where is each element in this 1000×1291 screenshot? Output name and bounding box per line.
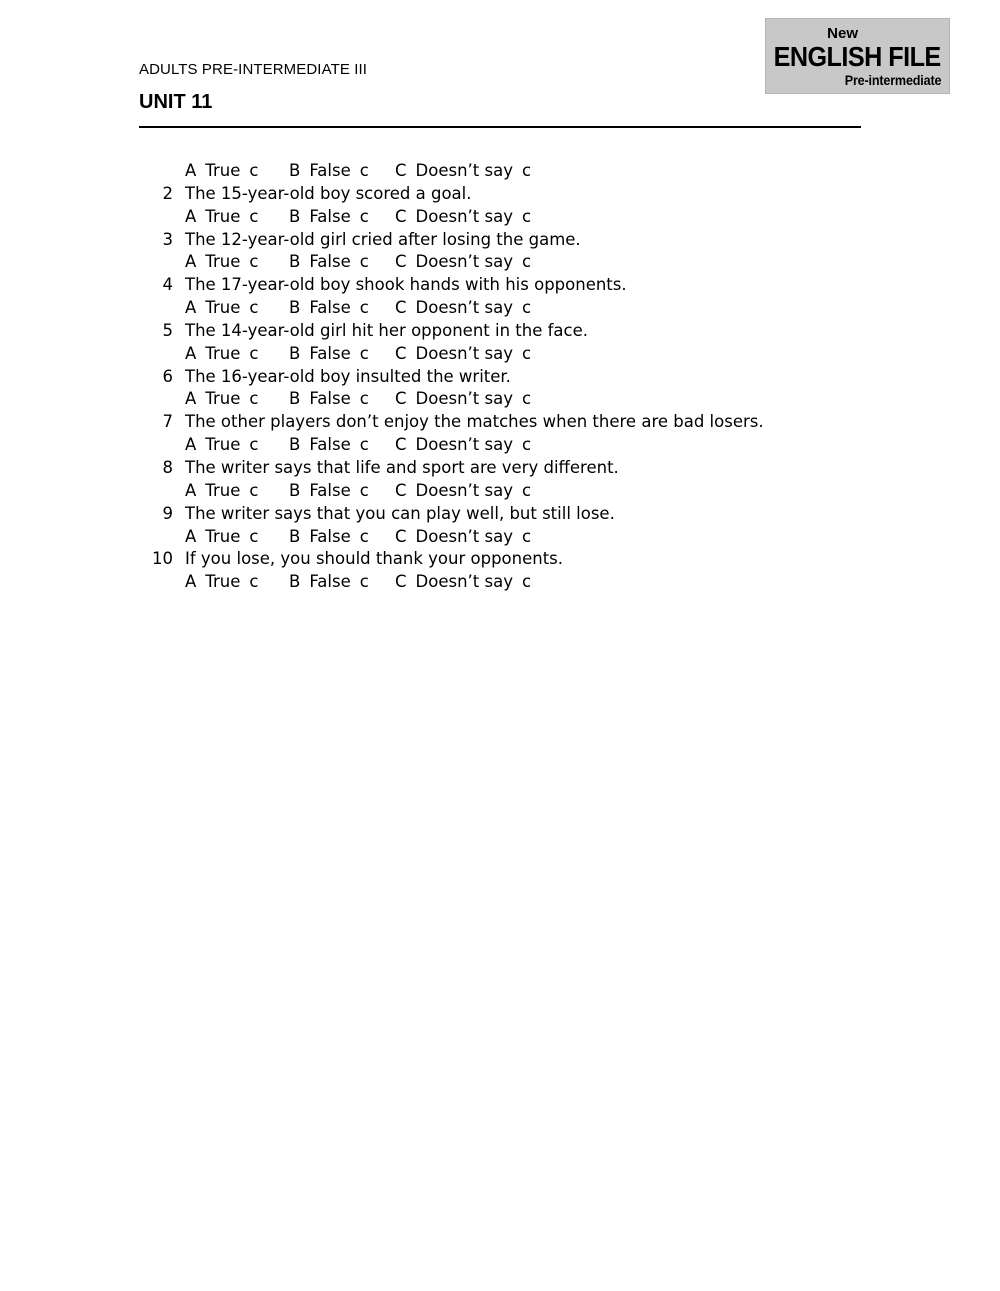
option-b[interactable] (289, 526, 369, 549)
option-letter: A (185, 572, 197, 592)
option-letter: B (289, 343, 301, 363)
option-a[interactable] (185, 388, 258, 411)
question-row (0, 411, 1000, 434)
option-checkbox[interactable]: c (521, 298, 532, 318)
question-text: The writer says that you can play well, but still lose. (185, 503, 615, 523)
option-label: True (205, 343, 241, 363)
option-letter: C (395, 435, 407, 455)
question-number: 5 (162, 320, 173, 340)
options-row (0, 160, 1000, 183)
option-checkbox[interactable]: c (249, 206, 259, 226)
question-text: The 16-year-old boy insulted the writer. (185, 366, 511, 386)
question-text: The writer says that life and sport are very different. (185, 457, 619, 477)
option-label: Doesn’t say (415, 252, 513, 272)
option-label: True (205, 298, 241, 318)
option-label: True (205, 480, 241, 500)
option-letter: A (185, 161, 197, 180)
option-checkbox[interactable]: c (521, 343, 532, 363)
option-a[interactable] (185, 251, 258, 274)
option-letter: B (289, 480, 301, 500)
option-checkbox[interactable]: c (249, 480, 259, 500)
option-checkbox[interactable]: c (249, 389, 259, 409)
option-label: False (309, 161, 351, 180)
option-label: True (205, 526, 241, 546)
question-text: The 14-year-old girl hit her opponent in the face. (185, 320, 588, 340)
course-label: ADULTS PRE-INTERMEDIATE III (139, 61, 368, 78)
option-letter: C (395, 161, 407, 180)
option-checkbox[interactable]: c (249, 252, 259, 272)
option-label: Doesn’t say (415, 526, 513, 546)
options-row (0, 526, 1000, 549)
option-checkbox[interactable]: c (359, 298, 369, 318)
question-row (0, 366, 1000, 389)
option-checkbox[interactable]: c (359, 526, 369, 546)
option-label: False (309, 298, 351, 318)
question-number: 4 (162, 275, 173, 295)
option-letter: C (395, 572, 407, 592)
option-letter: A (185, 480, 197, 500)
options-row (0, 343, 1000, 366)
option-a[interactable] (185, 160, 258, 183)
option-label: Doesn’t say (415, 161, 513, 180)
option-label: False (309, 389, 351, 409)
option-letter: B (289, 435, 301, 455)
option-label: Doesn’t say (415, 298, 513, 318)
option-letter: C (395, 480, 407, 500)
option-checkbox[interactable]: c (359, 343, 369, 363)
option-c[interactable] (395, 526, 531, 549)
option-checkbox[interactable]: c (359, 161, 369, 180)
option-checkbox[interactable]: c (359, 435, 369, 455)
option-letter: B (289, 389, 301, 409)
option-checkbox[interactable]: c (359, 252, 369, 272)
option-b[interactable] (289, 251, 369, 274)
option-letter: B (289, 526, 301, 546)
option-checkbox[interactable]: c (249, 161, 259, 180)
options-row (0, 434, 1000, 457)
option-letter: B (289, 252, 301, 272)
option-checkbox[interactable]: c (249, 526, 259, 546)
option-letter: C (395, 252, 407, 272)
question-row (0, 503, 1000, 526)
option-a[interactable] (185, 526, 258, 549)
option-letter: A (185, 389, 197, 409)
question-row (0, 548, 1000, 571)
options-row (0, 251, 1000, 274)
option-label: Doesn’t say (415, 206, 513, 226)
option-checkbox[interactable]: c (521, 526, 532, 546)
option-c[interactable] (395, 297, 531, 320)
option-checkbox[interactable]: c (249, 298, 259, 318)
option-checkbox[interactable]: c (521, 206, 532, 226)
question-number: 2 (162, 183, 173, 203)
option-a[interactable] (185, 480, 258, 503)
option-label: True (205, 435, 241, 455)
option-c[interactable] (395, 206, 531, 229)
option-checkbox[interactable]: c (521, 161, 532, 180)
option-label: False (309, 480, 351, 500)
options-row (0, 206, 1000, 229)
header-rule (139, 126, 861, 128)
option-checkbox[interactable]: c (521, 480, 532, 500)
option-label: True (205, 161, 241, 180)
option-a[interactable] (185, 434, 258, 457)
option-b[interactable] (289, 571, 369, 594)
option-c[interactable] (395, 388, 531, 411)
question-number: 8 (162, 457, 173, 477)
option-label: False (309, 206, 351, 226)
option-checkbox[interactable]: c (249, 343, 259, 363)
option-letter: C (395, 526, 407, 546)
question-number: 3 (162, 229, 173, 249)
option-letter: A (185, 206, 197, 226)
option-checkbox[interactable]: c (249, 435, 259, 455)
options-row (0, 571, 1000, 594)
option-label: True (205, 389, 241, 409)
option-checkbox[interactable]: c (359, 572, 369, 592)
option-letter: B (289, 206, 301, 226)
option-letter: A (185, 435, 197, 455)
option-letter: C (395, 343, 407, 363)
english-file-logo (765, 18, 950, 94)
question-list (0, 160, 1000, 594)
option-checkbox[interactable]: c (521, 572, 532, 592)
option-c[interactable] (395, 251, 531, 274)
option-c[interactable] (395, 343, 531, 366)
option-letter: A (185, 343, 197, 363)
option-b[interactable] (289, 343, 369, 366)
option-letter: B (289, 572, 301, 592)
option-c[interactable] (395, 571, 531, 594)
option-letter: A (185, 526, 197, 546)
option-a[interactable] (185, 206, 258, 229)
option-label: False (309, 252, 351, 272)
unit-title: UNIT 11 (139, 91, 213, 113)
option-label: False (309, 343, 351, 363)
option-b[interactable] (289, 160, 369, 183)
question-text: The 17-year-old boy shook hands with his opponents. (185, 275, 627, 295)
logo-level-text: Pre-intermediate (844, 72, 941, 88)
option-letter: B (289, 161, 301, 180)
option-b[interactable] (289, 388, 369, 411)
option-label: Doesn’t say (415, 572, 513, 592)
option-label: False (309, 526, 351, 546)
option-label: False (309, 435, 351, 455)
question-text: If you lose, you should thank your opponents. (185, 549, 564, 569)
option-label: Doesn’t say (415, 480, 513, 500)
option-checkbox[interactable]: c (249, 572, 259, 592)
option-checkbox[interactable]: c (521, 252, 532, 272)
question-row (0, 457, 1000, 480)
option-checkbox[interactable]: c (359, 206, 369, 226)
option-checkbox[interactable]: c (521, 435, 532, 455)
option-a[interactable] (185, 343, 258, 366)
option-b[interactable] (289, 206, 369, 229)
options-row (0, 297, 1000, 320)
question-text: The other players don’t enjoy the matches when there are bad losers. (185, 412, 764, 432)
question-row (0, 229, 1000, 252)
options-row (0, 480, 1000, 503)
logo-title-text: ENGLISH FILE (773, 41, 941, 72)
option-a[interactable] (185, 297, 258, 320)
option-checkbox[interactable]: c (521, 389, 532, 409)
options-row (0, 388, 1000, 411)
question-number: 7 (162, 412, 173, 432)
option-letter: A (185, 252, 197, 272)
option-label: True (205, 206, 241, 226)
question-row (0, 183, 1000, 206)
logo-new-text: New (827, 25, 858, 42)
option-label: True (205, 252, 241, 272)
question-text: The 15-year-old boy scored a goal. (185, 183, 472, 203)
option-c[interactable] (395, 434, 531, 457)
option-label: Doesn’t say (415, 435, 513, 455)
option-b[interactable] (289, 297, 369, 320)
option-label: Doesn’t say (415, 343, 513, 363)
option-letter: B (289, 298, 301, 318)
option-checkbox[interactable]: c (359, 480, 369, 500)
option-label: False (309, 572, 351, 592)
option-c[interactable] (395, 160, 531, 183)
option-checkbox[interactable]: c (359, 389, 369, 409)
option-label: Doesn’t say (415, 389, 513, 409)
option-b[interactable] (289, 480, 369, 503)
option-letter: C (395, 389, 407, 409)
question-number: 9 (162, 503, 173, 523)
option-b[interactable] (289, 434, 369, 457)
option-a[interactable] (185, 571, 258, 594)
question-row (0, 274, 1000, 297)
question-text: The 12-year-old girl cried after losing the game. (185, 229, 581, 249)
question-row (0, 320, 1000, 343)
option-letter: C (395, 206, 407, 226)
option-letter: A (185, 298, 197, 318)
option-letter: C (395, 298, 407, 318)
question-number: 10 (152, 549, 173, 569)
question-number: 6 (162, 366, 173, 386)
option-c[interactable] (395, 480, 531, 503)
option-label: True (205, 572, 241, 592)
